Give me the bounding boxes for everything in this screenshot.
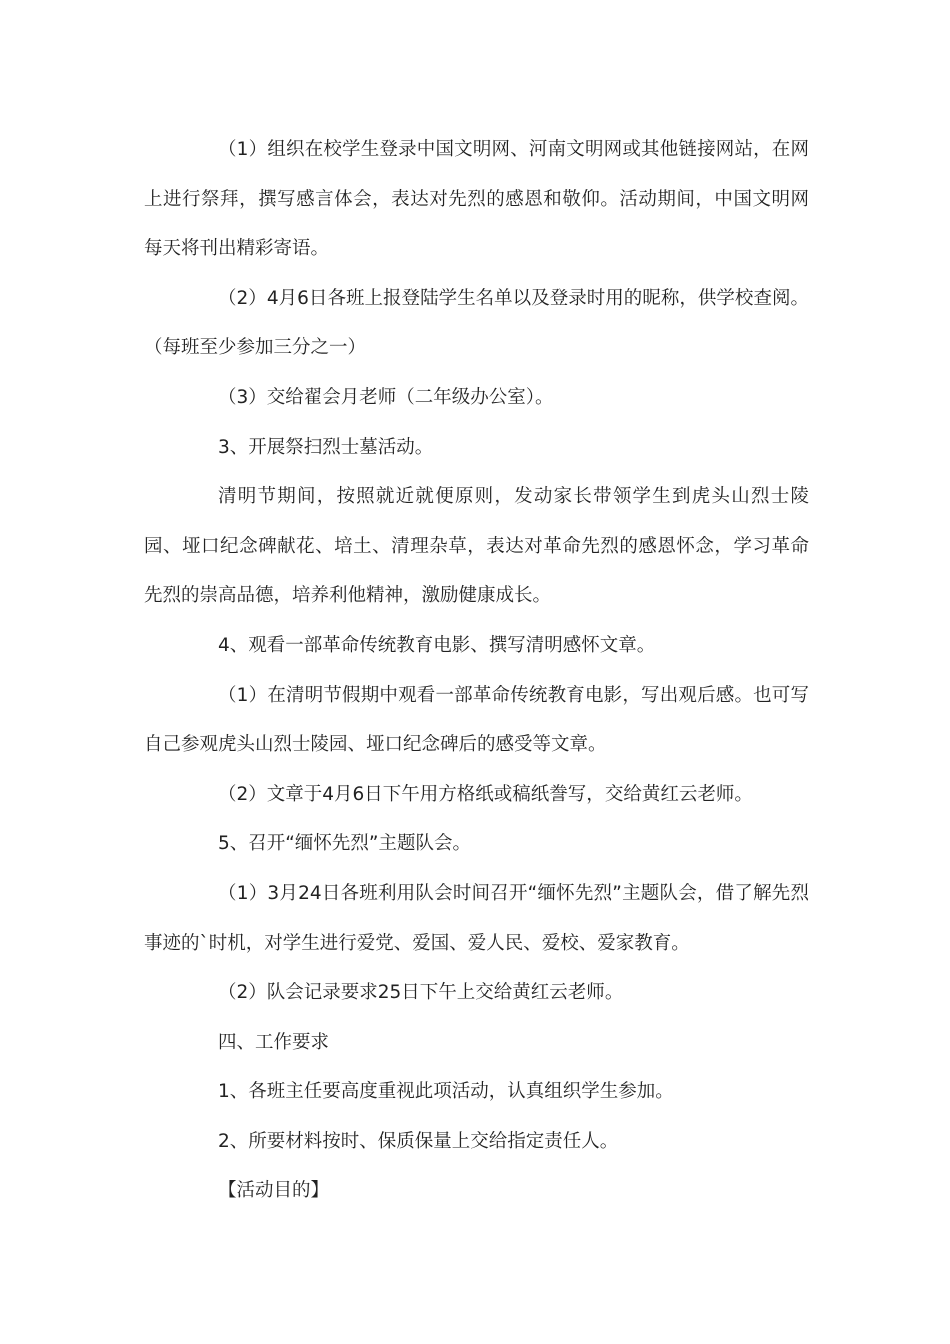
section-theme-meeting: 5、召开“缅怀先烈”主题队会。	[218, 833, 471, 855]
section-work-requirements: 四、工作要求	[218, 1031, 330, 1053]
paragraph-submit-office: （3）交给翟会月老师（二年级办公室）。	[218, 386, 554, 408]
paragraph-tomb-sweeping-detail: 清明节期间，按照就近就便原则，发动家长带领学生到虎头山烈士陵园、垭口纪念碑献花、培土、清理杂草，表达对革命先烈的感恩怀念，学习革命先烈的崇高品德，培养利他精神，激励健康成长。	[144, 486, 809, 607]
paragraph-requirement-1: 1、各班主任要高度重视此项活动，认真组织学生参加。	[218, 1081, 674, 1103]
paragraph-requirement-2: 2、所要材料按时、保质保量上交给指定责任人。	[218, 1130, 619, 1152]
document-body	[144, 125, 809, 1216]
paragraph-meeting-detail: （1）3月24日各班利用队会时间召开“缅怀先烈”主题队会，借了解先烈事迹的`时机，对学生进行爱党、爱国、爱人民、爱校、爱家教育。	[144, 882, 809, 954]
paragraph-watch-movie: （1）在清明节假期中观看一部革命传统教育电影，写出观后感。也可写自己参观虎头山烈士陵园、垭口纪念碑后的感受等文章。	[144, 684, 809, 756]
paragraph-online-memorial: （1）组织在校学生登录中国文明网、河南文明网或其他链接网站，在网上进行祭拜，撰写感言体会，表达对先烈的感恩和敬仰。活动期间，中国文明网每天将刊出精彩寄语。	[144, 139, 809, 260]
paragraph-essay-submit: （2）文章于4月6日下午用方格纸或稿纸誊写，交给黄红云老师。	[218, 783, 753, 805]
section-activity-purpose: 【活动目的】	[218, 1180, 330, 1202]
section-tomb-sweeping: 3、开展祭扫烈士墓活动。	[218, 436, 434, 458]
paragraph-report-names: （2）4月6日各班上报登陆学生名单以及登录时用的昵称，供学校查阅。（每班至少参加三分之一）	[144, 287, 809, 359]
section-movie-essay: 4、观看一部革命传统教育电影、撰写清明感怀文章。	[218, 634, 656, 656]
paragraph-meeting-record: （2）队会记录要求25日下午上交给黄红云老师。	[218, 982, 624, 1004]
